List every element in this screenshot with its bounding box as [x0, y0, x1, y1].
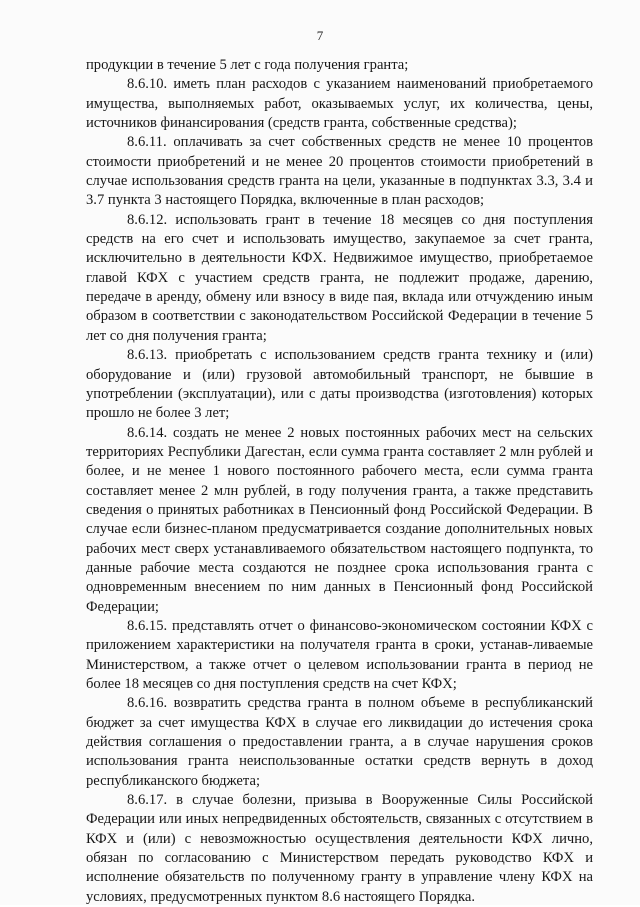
paragraph-8-6-14: 8.6.14. создать не менее 2 новых постоянных рабочих мест на сельских территориях Республики Дагестан, если сумма гранта составляет 2 млн рублей и более, и не менее 1 нового постоянного рабочего места, если сумма гранта составляет менее 2 млн рублей, в году получения гранта, а также представить сведения о принятых работниках в Пенсионный фонд Российской Федерации. В случае если бизнес-планом предусматривается создание дополнительных новых рабочих мест сверх устанавливаемого обязательством настоящего подпункта, то данные рабочие места создаются не позднее срока использования гранта с одновременным внесением по ним данных в Пенсионный фонд Российской Федерации; [86, 424, 593, 615]
paragraph-8-6-15: 8.6.15. представлять отчет о финансово-экономическом состоянии КФХ с приложением характеристики на получателя гранта в сроки, устанав-ливаемые Министерством, а также отчет о целевом использовании гранта в период не более 18 месяцев со дня поступления средств на счет КФХ; [86, 617, 593, 692]
paragraph-8-6-13: 8.6.13. приобретать с использованием средств гранта технику и (или) оборудование и (или) грузовой автомобильный транспорт, не бывшие в употреблении (эксплуатации), или с даты производства (изготовления) которых прошло не более 3 лет; [86, 347, 593, 422]
page-number: 7 [316, 28, 324, 43]
paragraph-8-6-11: 8.6.11. оплачивать за счет собственных средств не менее 10 процентов стоимости приобретений и не менее 20 процентов стоимости приобретений в случае использования средств гранта на цели, указанные в подпунктах 3.3, 3.4 и 3.7 пункта 3 настоящего Порядка, включенные в план расходов; [86, 134, 593, 209]
paragraph-8-6-16: 8.6.16. возвратить средства гранта в полном объеме в республиканский бюджет за счет имущества КФХ в случае его ликвидации до истечения срока действия соглашения о предоставлении гранта, а в случае нарушения сроков использования гранта неиспользованные остатки средств вернуть в доход республиканского бюджета; [86, 695, 593, 789]
document-body [86, 56, 593, 907]
paragraph-continuation: продукции в течение 5 лет с года получения гранта; [86, 57, 409, 73]
paragraph-8-6-17: 8.6.17. в случае болезни, призыва в Вооруженные Силы Российской Федерации или иных непредвиденных обстоятельств, связанных с отсутствием в КФХ и (или) с невозможностью осуществления деятельности КФХ лично, обязан по согласованию с Министерством передать руководство КФХ и исполнение обязательств по полученному гранту в управление члену КФХ на условиях, предусмотренных пунктом 8.6 настоящего Порядка. [86, 792, 593, 905]
paragraph-8-6-10: 8.6.10. иметь план расходов с указанием наименований приобретаемого имущества, выполняемых работ, оказываемых услуг, их количества, цены, источников финансирования (средств гранта, собственные средства); [86, 76, 593, 132]
paragraph-8-6-12: 8.6.12. использовать грант в течение 18 месяцев со дня поступления средств на его счет и использовать имущество, закупаемое за счет гранта, исключительно в деятельности КФХ. Недвижимое имущество, приобретаемое главой КФХ с участием средств гранта, не подлежит продаже, дарению, передаче в аренду, обмену или взносу в виде пая, вклада или отчуждению иным образом в соответствии с законодательством Российской Федерации в течение 5 лет со дня получения гранта; [86, 211, 593, 344]
